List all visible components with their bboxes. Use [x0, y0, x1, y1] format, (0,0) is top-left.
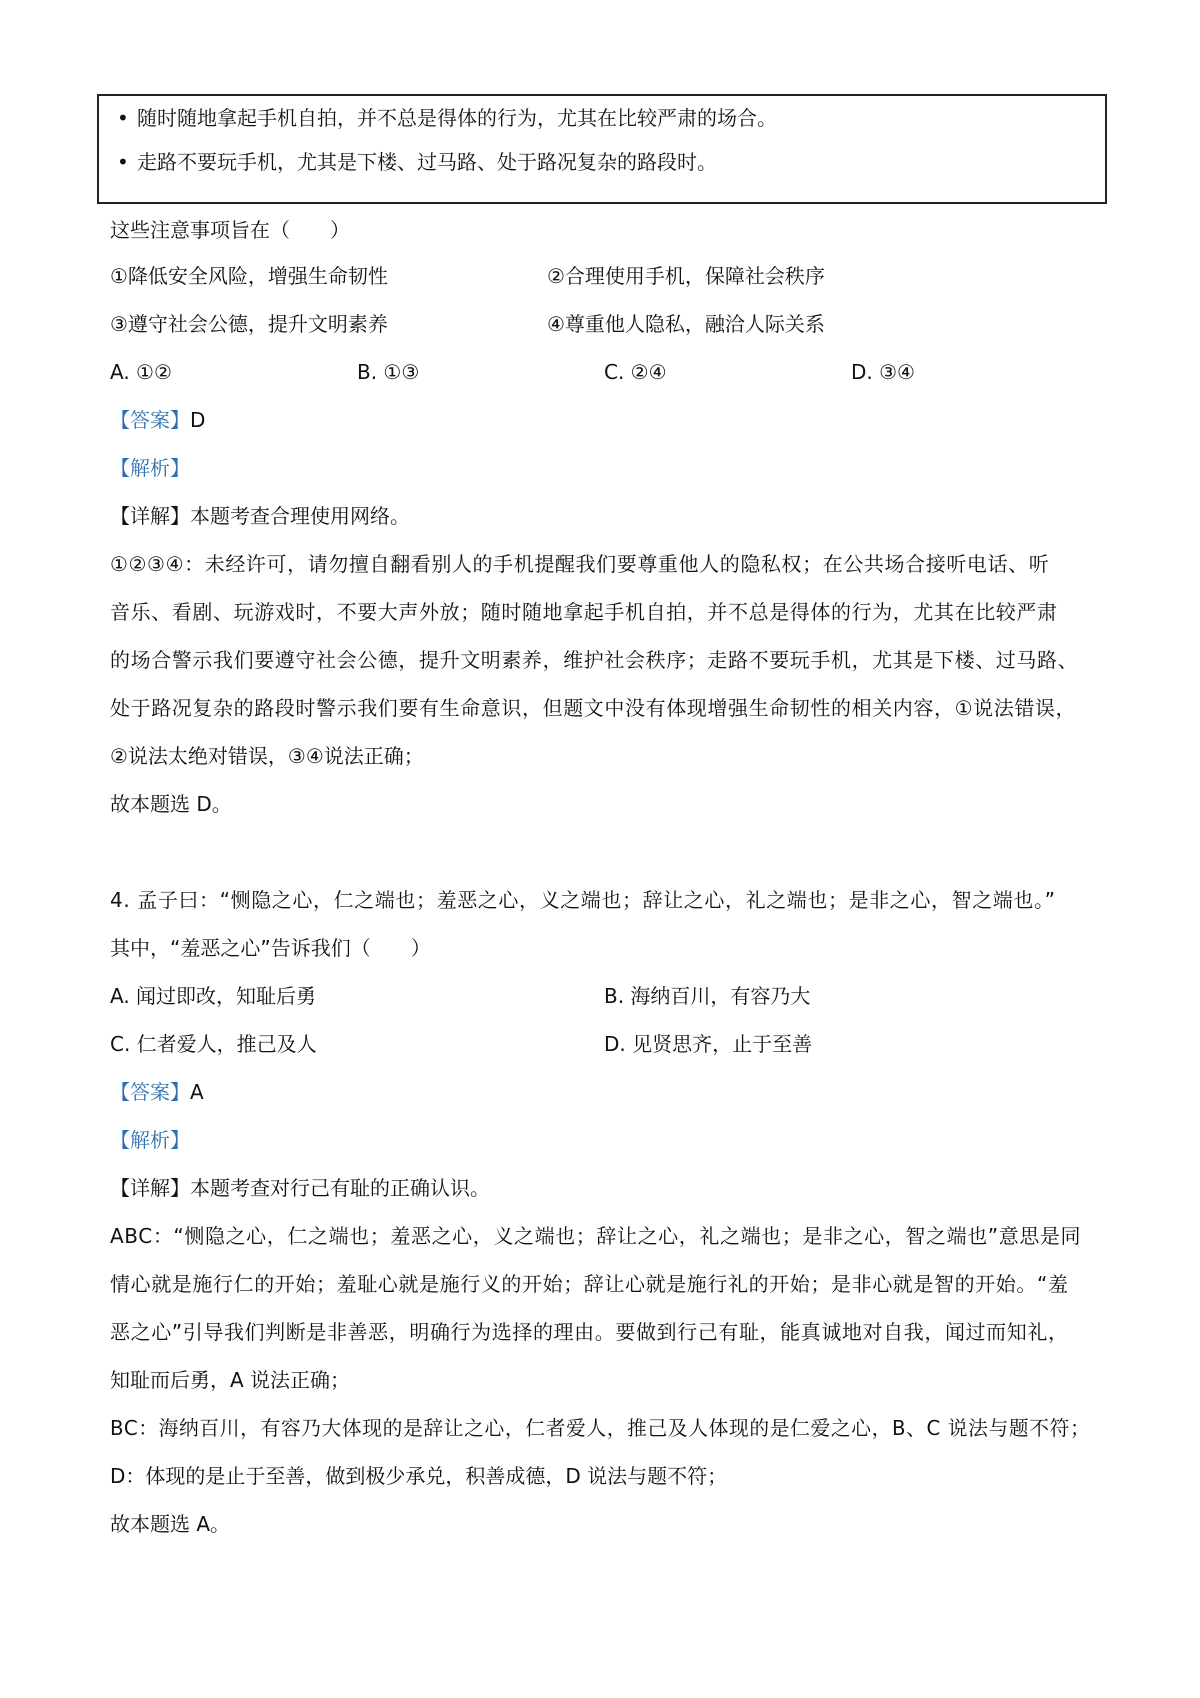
q3-detail-line: 处于路况复杂的路段时警示我们要有生命意识，但题文中没有体现增强生命韧性的相关内容，①说法错误，	[110, 696, 1077, 720]
q4-detail-line: 情心就是施行仁的开始；羞耻心就是施行义的开始；辞让心就是施行礼的开始；是非心就是智的开始。“羞	[110, 1272, 1069, 1296]
q3-detail-line: 故本题选 D。	[110, 792, 232, 816]
q3-statement-1: ①降低安全风险，增强生命韧性	[110, 264, 388, 288]
q4-analysis-tag: 【解析】	[110, 1128, 190, 1152]
q3-option-c: C. ②④	[604, 360, 667, 384]
q4-option-c: C. 仁者爱人，推己及人	[110, 1032, 317, 1056]
q4-detail-line: BC：海纳百川，有容乃大体现的是辞让之心，仁者爱人，推己及人体现的是仁爱之心，B、C 说法与题不符；	[110, 1416, 1091, 1440]
bullet-icon: •	[117, 106, 129, 130]
q3-stem: 这些注意事项旨在（ ）	[110, 218, 350, 242]
q4-option-b: B. 海纳百川，有容乃大	[604, 984, 811, 1008]
q3-statement-4: ④尊重他人隐私，融洽人际关系	[547, 312, 825, 336]
q4-detail-line: 【详解】本题考查对行己有耻的正确认识。	[110, 1176, 490, 1200]
q4-detail-line: 知耻而后勇，A 说法正确；	[110, 1368, 351, 1392]
q3-detail-line: 【详解】本题考查合理使用网络。	[110, 504, 410, 528]
q4-detail-line: 恶之心”引导我们判断是非善恶，明确行为选择的理由。要做到行己有耻，能真诚地对自我，闻过而知礼，	[110, 1320, 1069, 1344]
q4-detail-line: D：体现的是止于至善，做到极少承兑，积善成德，D 说法与题不符；	[110, 1464, 728, 1488]
q4-answer	[110, 1078, 204, 1106]
answer-tag: 【答案】	[110, 408, 190, 432]
q4-option-d: D. 见贤思齐，止于至善	[604, 1032, 813, 1056]
q4-option-a: A. 闻过即改，知耻后勇	[110, 984, 317, 1008]
q3-option-b: B. ①③	[357, 360, 420, 384]
q4-stem-line-2: 其中，“羞恶之心”告诉我们（ ）	[110, 936, 431, 960]
q4-detail-line: 故本题选 A。	[110, 1512, 231, 1536]
answer-value: D	[190, 408, 206, 432]
q3-statement-2: ②合理使用手机，保障社会秩序	[547, 264, 825, 288]
q3-detail-line: ②说法太绝对错误，③④说法正确；	[110, 744, 424, 768]
answer-tag: 【答案】	[110, 1080, 190, 1104]
q3-detail-line: ①②③④：未经许可，请勿擅自翻看别人的手机提醒我们要尊重他人的隐私权；在公共场合接听电话、听	[110, 552, 1050, 576]
q4-stem-line-1: 4. 孟子曰：“恻隐之心，仁之端也；羞恶之心，义之端也；辞让之心，礼之端也；是非之心，智之端也。”	[110, 888, 1056, 912]
q3-statement-3: ③遵守社会公德，提升文明素养	[110, 312, 388, 336]
q3-option-d: D. ③④	[851, 360, 915, 384]
answer-value: A	[190, 1080, 204, 1104]
q4-detail-line: ABC：“恻隐之心，仁之端也；羞恶之心，义之端也；辞让之心，礼之端也；是非之心，智之端也”意思是同	[110, 1224, 1082, 1248]
bullet-icon: •	[117, 150, 129, 174]
q3-analysis-tag: 【解析】	[110, 456, 190, 480]
q3-detail-line: 的场合警示我们要遵守社会公德，提升文明素养，维护社会秩序；走路不要玩手机，尤其是下楼、过马路、	[110, 648, 1079, 672]
q3-option-a: A. ①②	[110, 360, 172, 384]
q3-detail-line: 音乐、看剧、玩游戏时，不要大声外放；随时随地拿起手机自拍，并不总是得体的行为，尤其在比较严肃	[110, 600, 1058, 624]
notice-box	[97, 94, 1107, 204]
q3-answer	[110, 406, 205, 434]
notice-line-1: • 随时随地拿起手机自拍，并不总是得体的行为，尤其在比较严肃的场合。	[117, 106, 777, 130]
notice-line-2: • 走路不要玩手机，尤其是下楼、过马路、处于路况复杂的路段时。	[117, 150, 717, 174]
